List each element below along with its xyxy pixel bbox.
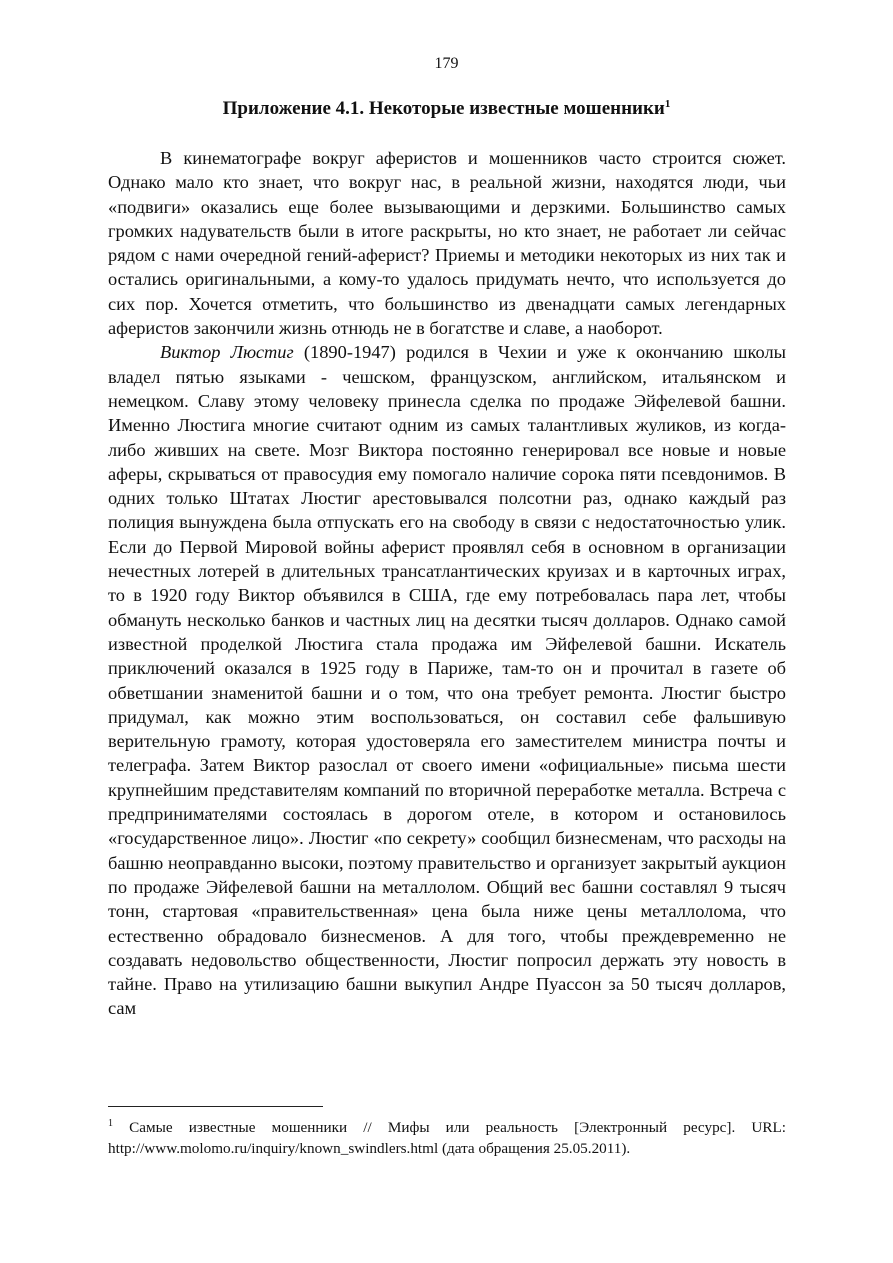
body-text: [108, 146, 786, 1021]
paragraph-intro-text: В кинематографе вокруг аферистов и мошенников часто строится сюжет. Однако мало кто знает, что вокруг нас, в реальной жизни, находятся люди, чьи «подвиги» оказались еще более вызывающими и дерзкими. Большинство самых громких надувательств были в итоге раскрыты, но кто знает, не работает ли сейчас рядом с нами очередной гений-аферист? Приемы и методики некоторых из них так и остались оригинальными, а кому-то удалось придумать нечто, что используется до сих пор. Хочется отметить, что большинство из двенадцати самых легендарных аферистов закончили жизнь отнюдь не в богатстве и славе, а наоборот.: [108, 148, 786, 339]
paragraph-intro: [108, 146, 786, 340]
heading-footnote-mark: 1: [664, 98, 671, 110]
page-number: 179: [434, 55, 459, 72]
paragraph-lustig: [108, 340, 786, 1020]
person-name: Виктор Люстиг: [160, 342, 294, 363]
paragraph-lustig-text: (1890-1947) родился в Чехии и уже к окончанию школы владел пятью языками - чешском, французском, английском, итальянском и немецком. Славу этому человеку принесла сделка по продаже Эйфелевой башни. Именно Люстига многие считают одним из самых талантливых жуликов, из когда-либо живших на свете. Мозг Виктора постоянно генерировал все новые и новые аферы, скрываться от правосудия ему помогало наличие сорока пяти псевдонимов. В одних только Штатах Люстиг арестовывался полсотни раз, однако каждый раз полиция вынуждена была отпускать его на свободу в связи с недостаточностью улик. Если до Первой Мировой войны аферист проявлял себя в основном в организации нечестных лотерей в длительных трансатлантических круизах и в карточных играх, то в 1920 году Виктор объявился в США, где ему потребовалась пара лет, чтобы обмануть несколько банков и частных лиц на десятки тысяч долларов. Однако самой известной проделкой Люстига стала продажа им Эйфелевой башни. Искатель приключений оказался в 1925 году в Париже, там-то он и прочитал в газете об обветшании знаменитой башни и о том, что она требует ремонта. Люстиг быстро придумал, как можно этим воспользоваться, он составил себе фальшивую верительную грамоту, которая удостоверяла его заместителем министра почты и телеграфа. Затем Виктор разослал от своего имени «официальные» письма шести крупнейшим представителям компаний по вторичной переработке металла. Встреча с предпринимателями состоялась в дорогом отеле, в котором и остановилось «государственное лицо». Люстиг «по секрету» сообщил бизнесменам, что расходы на башню неоправданно высоки, поэтому правительство и организует закрытый аукцион по продаже Эйфелевой башни на металлолом. Общий вес башни составлял 9 тысяч тонн, стартовая «правительственная» цена была ниже цены металлолома, что естественно обрадовало бизнесменов. А для того, чтобы преждевременно не создавать недовольство общественности, Люстиг попросил держать эту новость в тайне. Право на утилизацию башни выкупил Андре Пуассон за 50 тысяч долларов, сам: [108, 342, 786, 1019]
footnote-separator: [108, 1106, 323, 1107]
heading-text: Приложение 4.1. Некоторые известные мошенники: [222, 98, 665, 119]
footnote: [108, 1117, 786, 1159]
footnote-text: Самые известные мошенники // Мифы или реальность [Электронный ресурс]. URL: http://www.molomo.ru/inquiry/known_swindlers.html (дата обращения 25.05.2011).: [108, 1119, 786, 1157]
footnote-mark: 1: [108, 1118, 113, 1129]
appendix-heading: [0, 97, 893, 121]
